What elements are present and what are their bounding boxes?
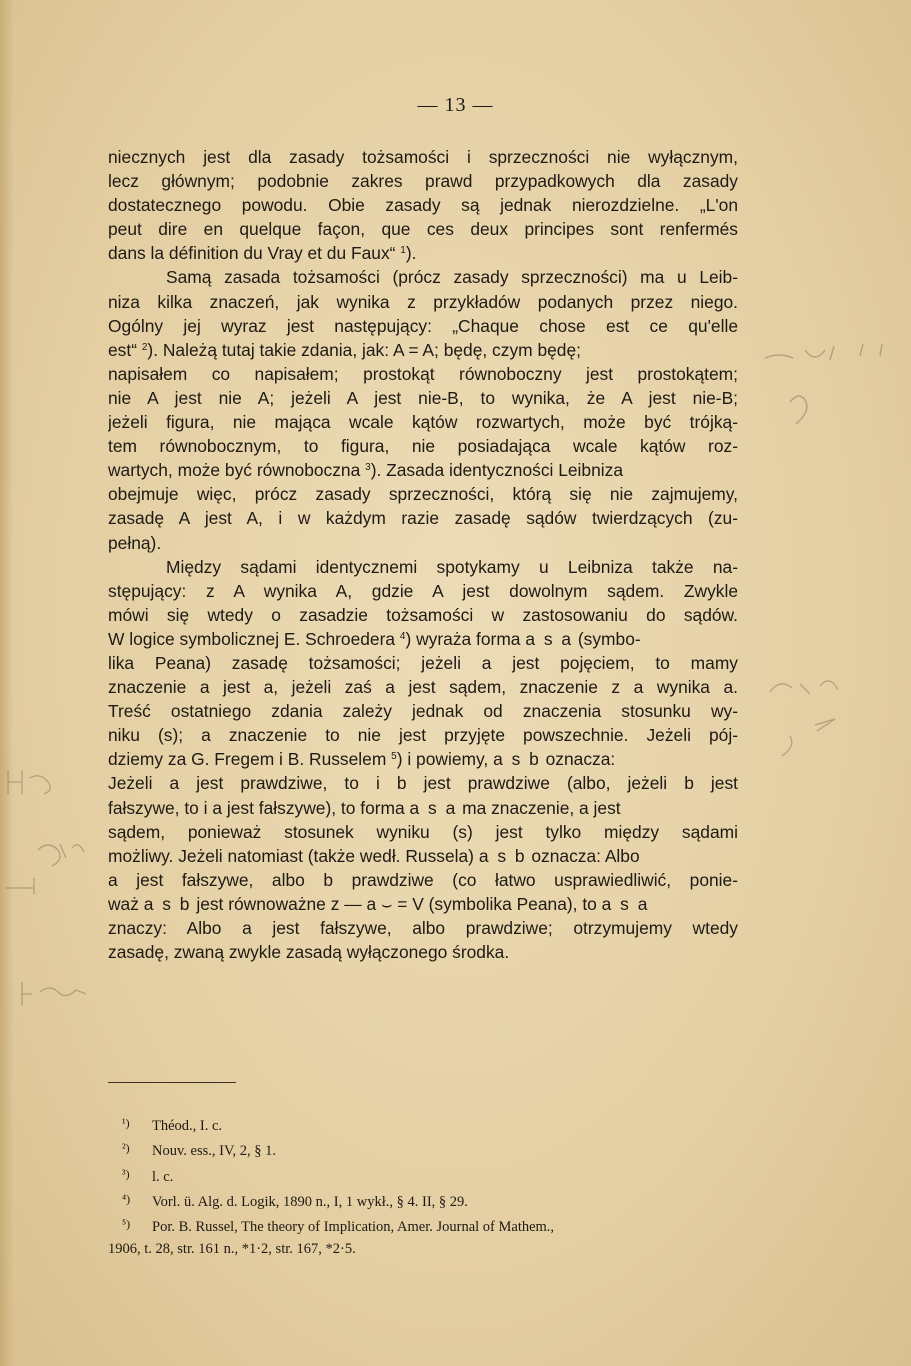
text-line: jeżeli figura, nie mająca wcale kątów rozwartych, może być trójką-	[108, 412, 738, 433]
footnote	[108, 1137, 738, 1162]
text-line: dostatecznego powodu. Obie zasady są jednak nierozdzielne. „L'on	[108, 195, 738, 216]
text-line: niecznych jest dla zasady tożsamości i sprzeczności nie wyłącznym,	[108, 147, 738, 167]
text-line	[108, 844, 738, 868]
text-fragment: dziemy za G. Fregem i B. Russelem	[108, 749, 387, 770]
text-line: znaczy: Albo a jest fałszywe, albo prawdziwe; otrzymujemy wtedy	[108, 918, 738, 938]
text-line: Treść ostatniego zdania zależy jednak od znaczenia stosunku wy-	[108, 701, 738, 722]
text-line: nie A jest nie A; jeżeli A jest nie-B, to wynika, że A jest nie-B;	[108, 387, 738, 408]
footnote-ref: 1	[400, 245, 406, 257]
text-line	[108, 796, 738, 820]
footnote-number: ⁵)	[122, 1217, 131, 1232]
text-fragment: ) i powiemy,	[396, 749, 489, 770]
footnote-continuation: 1906, t. 28, str. 161 n., *1·2, str. 167, *2·5.	[108, 1241, 356, 1258]
footnote-number: ³)	[122, 1166, 130, 1181]
text-line: lecz głównym; podobnie zakres prawd przypadkowych dla zasady	[108, 171, 738, 192]
text-line: Samą zasada tożsamości (prócz zasady sprzeczności) ma u Leib-	[166, 267, 738, 288]
footnote-text: Théod., I. c.	[152, 1118, 223, 1134]
text-line: Między sądami identycznemi spotykamy u Leibniza także na-	[166, 556, 738, 577]
text-fragment: oznacza: Albo	[531, 845, 640, 866]
text-fragment: (symbo-	[577, 628, 641, 649]
text-fragment: jest równoważne z — a ⌣ = V (symbolika Peana), to	[196, 893, 597, 914]
text-line: znaczenie a jest a, jeżeli zaś a jest sądem, znaczenie z a wynika a.	[108, 677, 738, 698]
text-line: niza kilka znaczeń, jak wynika z przykładów podanych przez niego.	[108, 291, 738, 312]
text-line: Jeżeli a jest prawdziwe, to i b jest prawdziwe (albo, jeżeli b jest	[108, 773, 738, 794]
body-text	[108, 145, 738, 964]
text-line: peut dire en quelque façon, que ces deux principes sont renfermés	[108, 219, 738, 240]
footnote-ref: 3	[365, 462, 371, 474]
text-fragment: ). Należą tutaj takie zdania, jak: A = A; będę, czym będę;	[147, 339, 581, 360]
footnote-text: Vorl. ü. Alg. d. Logik, 1890 n., I, 1 wykł., § 4. II, § 29.	[152, 1193, 468, 1210]
text-line: mówi się wtedy o zasadzie tożsamości w zastosowaniu do sądów.	[108, 604, 738, 625]
page-edge-shadow	[0, 0, 14, 1366]
text-line	[108, 338, 738, 362]
footnote-text: Por. B. Russel, The theory of Implication, Amer. Journal of Mathem.,	[152, 1219, 555, 1236]
text-fragment: ) wyraża forma	[405, 628, 521, 649]
text-line: stępujący: z A wynika A, gdzie A jest dowolnym sądem. Zwykle	[108, 580, 738, 601]
text-fragment: waż	[108, 893, 139, 914]
text-fragment: dans la définition du Vray et du Faux“	[108, 243, 396, 264]
formula: a s a	[601, 893, 650, 914]
page-number: — 13 —	[417, 94, 494, 116]
text-line: Ogólny jej wyraz jest następujący: „Chaque chose est ce qu'elle	[108, 315, 738, 336]
formula: a s b	[478, 845, 527, 866]
text-line: niku (s); a znaczenie to nie jest przyjęte powszechnie. Jeżeli pój-	[108, 725, 738, 746]
footnote	[108, 1163, 738, 1188]
text-line: dans la définition du Vray et du Faux“ $^1$).	[108, 243, 417, 264]
text-fragment: fałszywe, to i a jest fałszywe), to forma	[108, 797, 405, 818]
text-fragment: est“	[108, 339, 137, 360]
text-line: tem równobocznym, to figura, nie posiadająca wcale kątów roz-	[108, 436, 738, 457]
text-line: lika Peana) zasadę tożsamości; jeżeli a jest pojęciem, to mamy	[108, 652, 738, 673]
formula: a s a	[525, 628, 574, 649]
text-line: pełną).	[108, 532, 162, 553]
footnote	[108, 1112, 738, 1137]
footnote-ref: 5	[391, 751, 397, 763]
pencil-marginalia	[760, 340, 910, 760]
text-fragment: oznacza:	[545, 749, 616, 770]
footnote-divider	[108, 1082, 236, 1083]
formula: a s a	[409, 797, 458, 818]
text-line: obejmuje więc, prócz zasady sprzeczności, którą się nie zajmujemy,	[108, 484, 738, 505]
footnotes	[108, 1112, 738, 1261]
footnote-number: ²)	[122, 1141, 130, 1156]
footnote-number: ⁴)	[122, 1191, 131, 1206]
text-line	[108, 458, 738, 482]
footnote-text: l. c.	[152, 1168, 174, 1185]
text-line: sądem, ponieważ stosunek wyniku (s) jest tylko między sądami	[108, 821, 738, 842]
pencil-marginalia	[0, 760, 100, 1020]
footnote	[108, 1213, 738, 1238]
footnote	[108, 1188, 738, 1213]
footnote-number: ¹)	[122, 1116, 130, 1130]
text-line	[108, 627, 738, 651]
formula: a s b	[493, 749, 541, 770]
footnote-ref: 2	[141, 341, 148, 353]
text-line: zasadę A jest A, i w każdym razie zasadę sądów twierdzących (zu-	[108, 508, 738, 529]
text-fragment: W logice symbolicznej E. Schroedera	[108, 628, 396, 649]
formula: a s b	[143, 893, 192, 914]
footnote-ref: 4	[399, 630, 406, 642]
footnote-text: Nouv. ess., IV, 2, § 1.	[152, 1143, 277, 1160]
text-line: zasadę, zwaną zwykle zasadą wyłączonego środka.	[108, 942, 510, 963]
text-fragment: ). Zasada identyczności Leibniza	[370, 460, 623, 481]
text-line: a jest fałszywe, albo b prawdziwe (co łatwo usprawiedliwić, ponie-	[108, 869, 738, 890]
text-line	[108, 747, 738, 771]
text-fragment: wartych, może być równoboczna	[108, 460, 361, 481]
text-line	[108, 892, 738, 916]
text-fragment: możliwy. Jeżeli natomiast (także wedł. Russela)	[108, 845, 474, 866]
text-line: napisałem co napisałem; prostokąt równoboczny jest prostokątem;	[108, 363, 738, 384]
text-fragment: ma znaczenie, a jest	[462, 797, 621, 818]
